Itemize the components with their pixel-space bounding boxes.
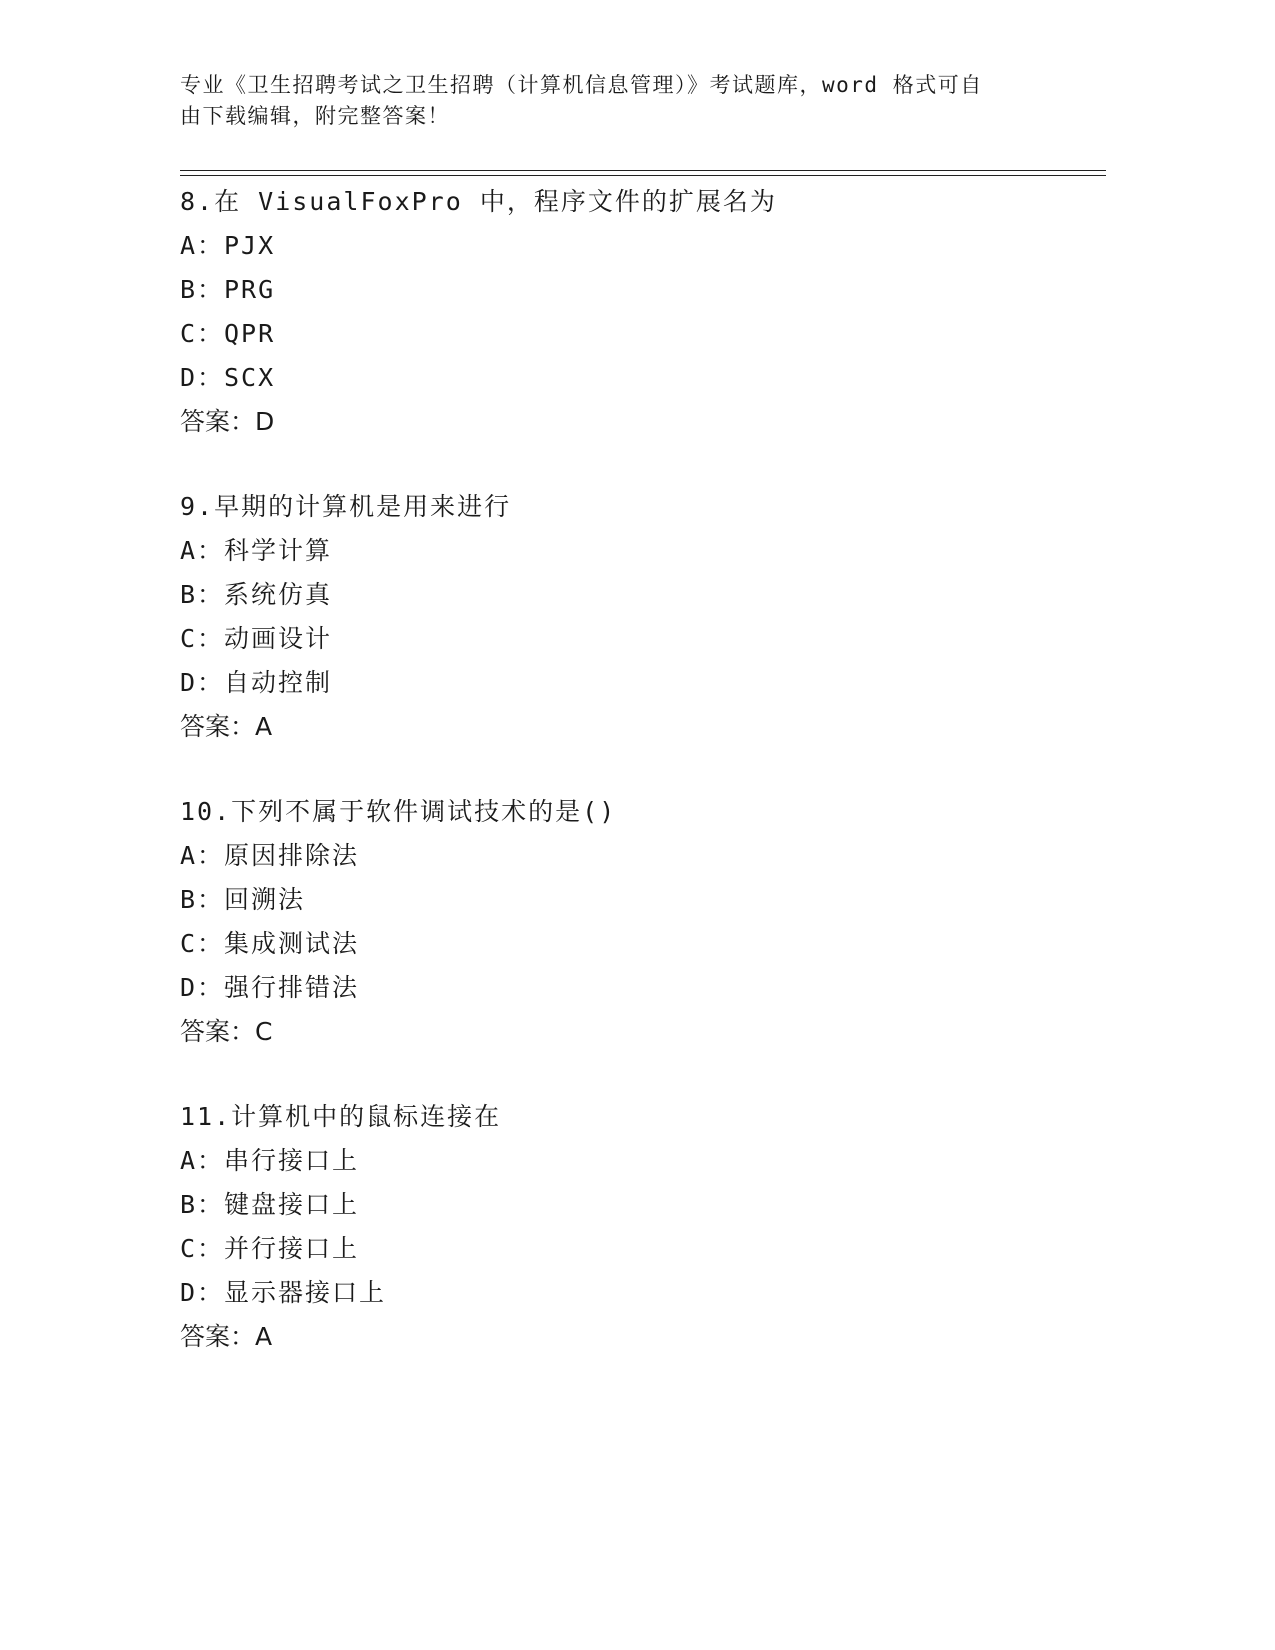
option-text: 原因排除法 <box>224 841 360 870</box>
option-d <box>180 1271 1080 1315</box>
answer-line: 答案：C <box>180 1017 273 1046</box>
intro-line-1: 专业《卫生招聘考试之卫生招聘（计算机信息管理）》考试题库，word 格式可自 <box>180 73 983 97</box>
option-c <box>180 922 1080 966</box>
option-a <box>180 1139 1080 1183</box>
intro-line-2: 由下载编辑，附完整答案！ <box>180 104 450 128</box>
option-text: 并行接口上 <box>224 1234 360 1263</box>
option-text: 显示器接口上 <box>224 1278 387 1307</box>
question-stem: 9.早期的计算机是用来进行 <box>180 492 512 521</box>
header-divider-bottom <box>180 175 1106 176</box>
option-text: 自动控制 <box>224 668 333 697</box>
option-d <box>180 356 1080 400</box>
question-block <box>180 790 1080 1054</box>
answer-line: 答案：D <box>180 407 275 436</box>
option-text: 集成测试法 <box>224 929 360 958</box>
option-a <box>180 529 1080 573</box>
option-text: 动画设计 <box>224 624 333 653</box>
option-text: PJX <box>224 231 276 260</box>
option-label: B： <box>180 275 225 304</box>
option-d <box>180 661 1080 705</box>
answer-line: 答案：A <box>180 1322 273 1351</box>
question-stem: 11.计算机中的鼠标连接在 <box>180 1102 502 1131</box>
option-text: QPR <box>224 319 276 348</box>
option-label: A： <box>180 536 225 565</box>
option-label: C： <box>180 319 225 348</box>
option-text: 回溯法 <box>224 885 306 914</box>
option-c <box>180 312 1080 356</box>
option-label: D： <box>180 363 225 392</box>
option-text: 强行排错法 <box>224 973 360 1002</box>
option-label: C： <box>180 929 225 958</box>
document-intro <box>180 70 1080 132</box>
option-label: D： <box>180 973 225 1002</box>
option-b <box>180 1183 1080 1227</box>
header-divider-top <box>180 170 1106 171</box>
option-text: PRG <box>224 275 276 304</box>
option-a <box>180 834 1080 878</box>
question-block <box>180 1095 1080 1359</box>
option-label: C： <box>180 1234 225 1263</box>
option-label: B： <box>180 885 225 914</box>
option-c <box>180 1227 1080 1271</box>
option-text: 键盘接口上 <box>224 1190 360 1219</box>
question-block <box>180 180 1080 444</box>
option-label: B： <box>180 580 225 609</box>
option-label: A： <box>180 231 225 260</box>
question-stem: 8.在 VisualFoxPro 中，程序文件的扩展名为 <box>180 187 777 216</box>
option-label: B： <box>180 1190 225 1219</box>
option-label: D： <box>180 1278 225 1307</box>
option-label: A： <box>180 1146 225 1175</box>
option-c <box>180 617 1080 661</box>
option-label: D： <box>180 668 225 697</box>
option-text: 系统仿真 <box>224 580 333 609</box>
option-b <box>180 268 1080 312</box>
option-text: SCX <box>224 363 276 392</box>
option-label: A： <box>180 841 225 870</box>
option-b <box>180 878 1080 922</box>
option-label: C： <box>180 624 225 653</box>
option-a <box>180 224 1080 268</box>
option-text: 串行接口上 <box>224 1146 360 1175</box>
option-d <box>180 966 1080 1010</box>
answer-line: 答案：A <box>180 712 273 741</box>
question-stem: 10.下列不属于软件调试技术的是() <box>180 797 617 826</box>
option-text: 科学计算 <box>224 536 333 565</box>
question-block <box>180 485 1080 749</box>
option-b <box>180 573 1080 617</box>
